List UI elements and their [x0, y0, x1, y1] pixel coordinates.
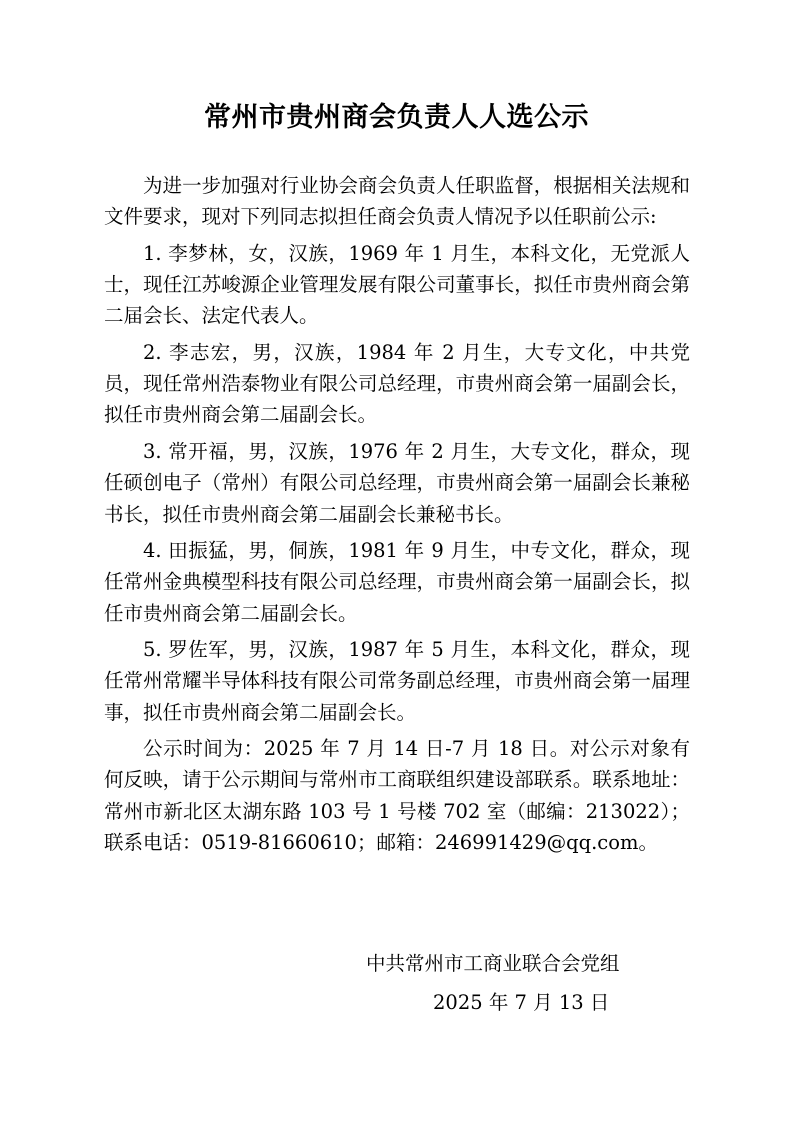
- candidate-paragraph-2: 2. 李志宏，男，汉族，1984 年 2 月生，大专文化，中共党员，现任常州浩泰物业有限公司总经理，市贵州商会第一届副会长，拟任市贵州商会第二届副会长。: [104, 340, 690, 427]
- candidate-paragraph-4: 4. 田振猛，男，侗族，1981 年 9 月生，中专文化，群众，现任常州金典模型科技有限公司总经理，市贵州商会第一届副会长，拟任市贵州商会第二届副会长。: [104, 539, 690, 625]
- candidate-paragraph-3: 3. 常开福，男，汉族，1976 年 2 月生，大专文化，群众，现任硕创电子（常州）有限公司总经理，市贵州商会第一届副会长兼秘书长，拟任市贵州商会第二届副会长兼秘书长。: [104, 439, 690, 526]
- candidate-paragraph-5: 5. 罗佐军，男，汉族，1987 年 5 月生，本科文化，群众，现任常州常耀半导体科技有限公司常务副总经理，市贵州商会第一届理事，拟任市贵州商会第二届副会长。: [104, 638, 690, 724]
- document-title: 常州市贵州商会负责人人选公示: [204, 102, 589, 133]
- issuer-signature: 中共常州市工商业联合会党组: [366, 952, 620, 975]
- issue-date: 2025 年 7 月 13 日: [433, 991, 610, 1014]
- intro-paragraph: 为进一步加强对行业协会商会负责人任职监督，根据相关法规和文件要求，现对下列同志拟担任商会负责人情况予以任职前公示:: [104, 174, 690, 229]
- document-body: [104, 170, 690, 864]
- candidate-paragraph-1: 1. 李梦林，女，汉族，1969 年 1 月生，本科文化，无党派人士，现任江苏峻源企业管理发展有限公司董事长，拟任市贵州商会第二届会长、法定代表人。: [104, 241, 690, 328]
- contact-paragraph: 公示时间为：2025 年 7 月 14 日-7 月 18 日。对公示对象有何反映，请于公示期间与常州市工商联组织建设部联系。联系地址：常州市新北区太湖东路 103 号 1 号楼 702 室（邮编：213022）；联系电话：0519-81660610；邮箱：246991429@qq.com。: [104, 737, 690, 855]
